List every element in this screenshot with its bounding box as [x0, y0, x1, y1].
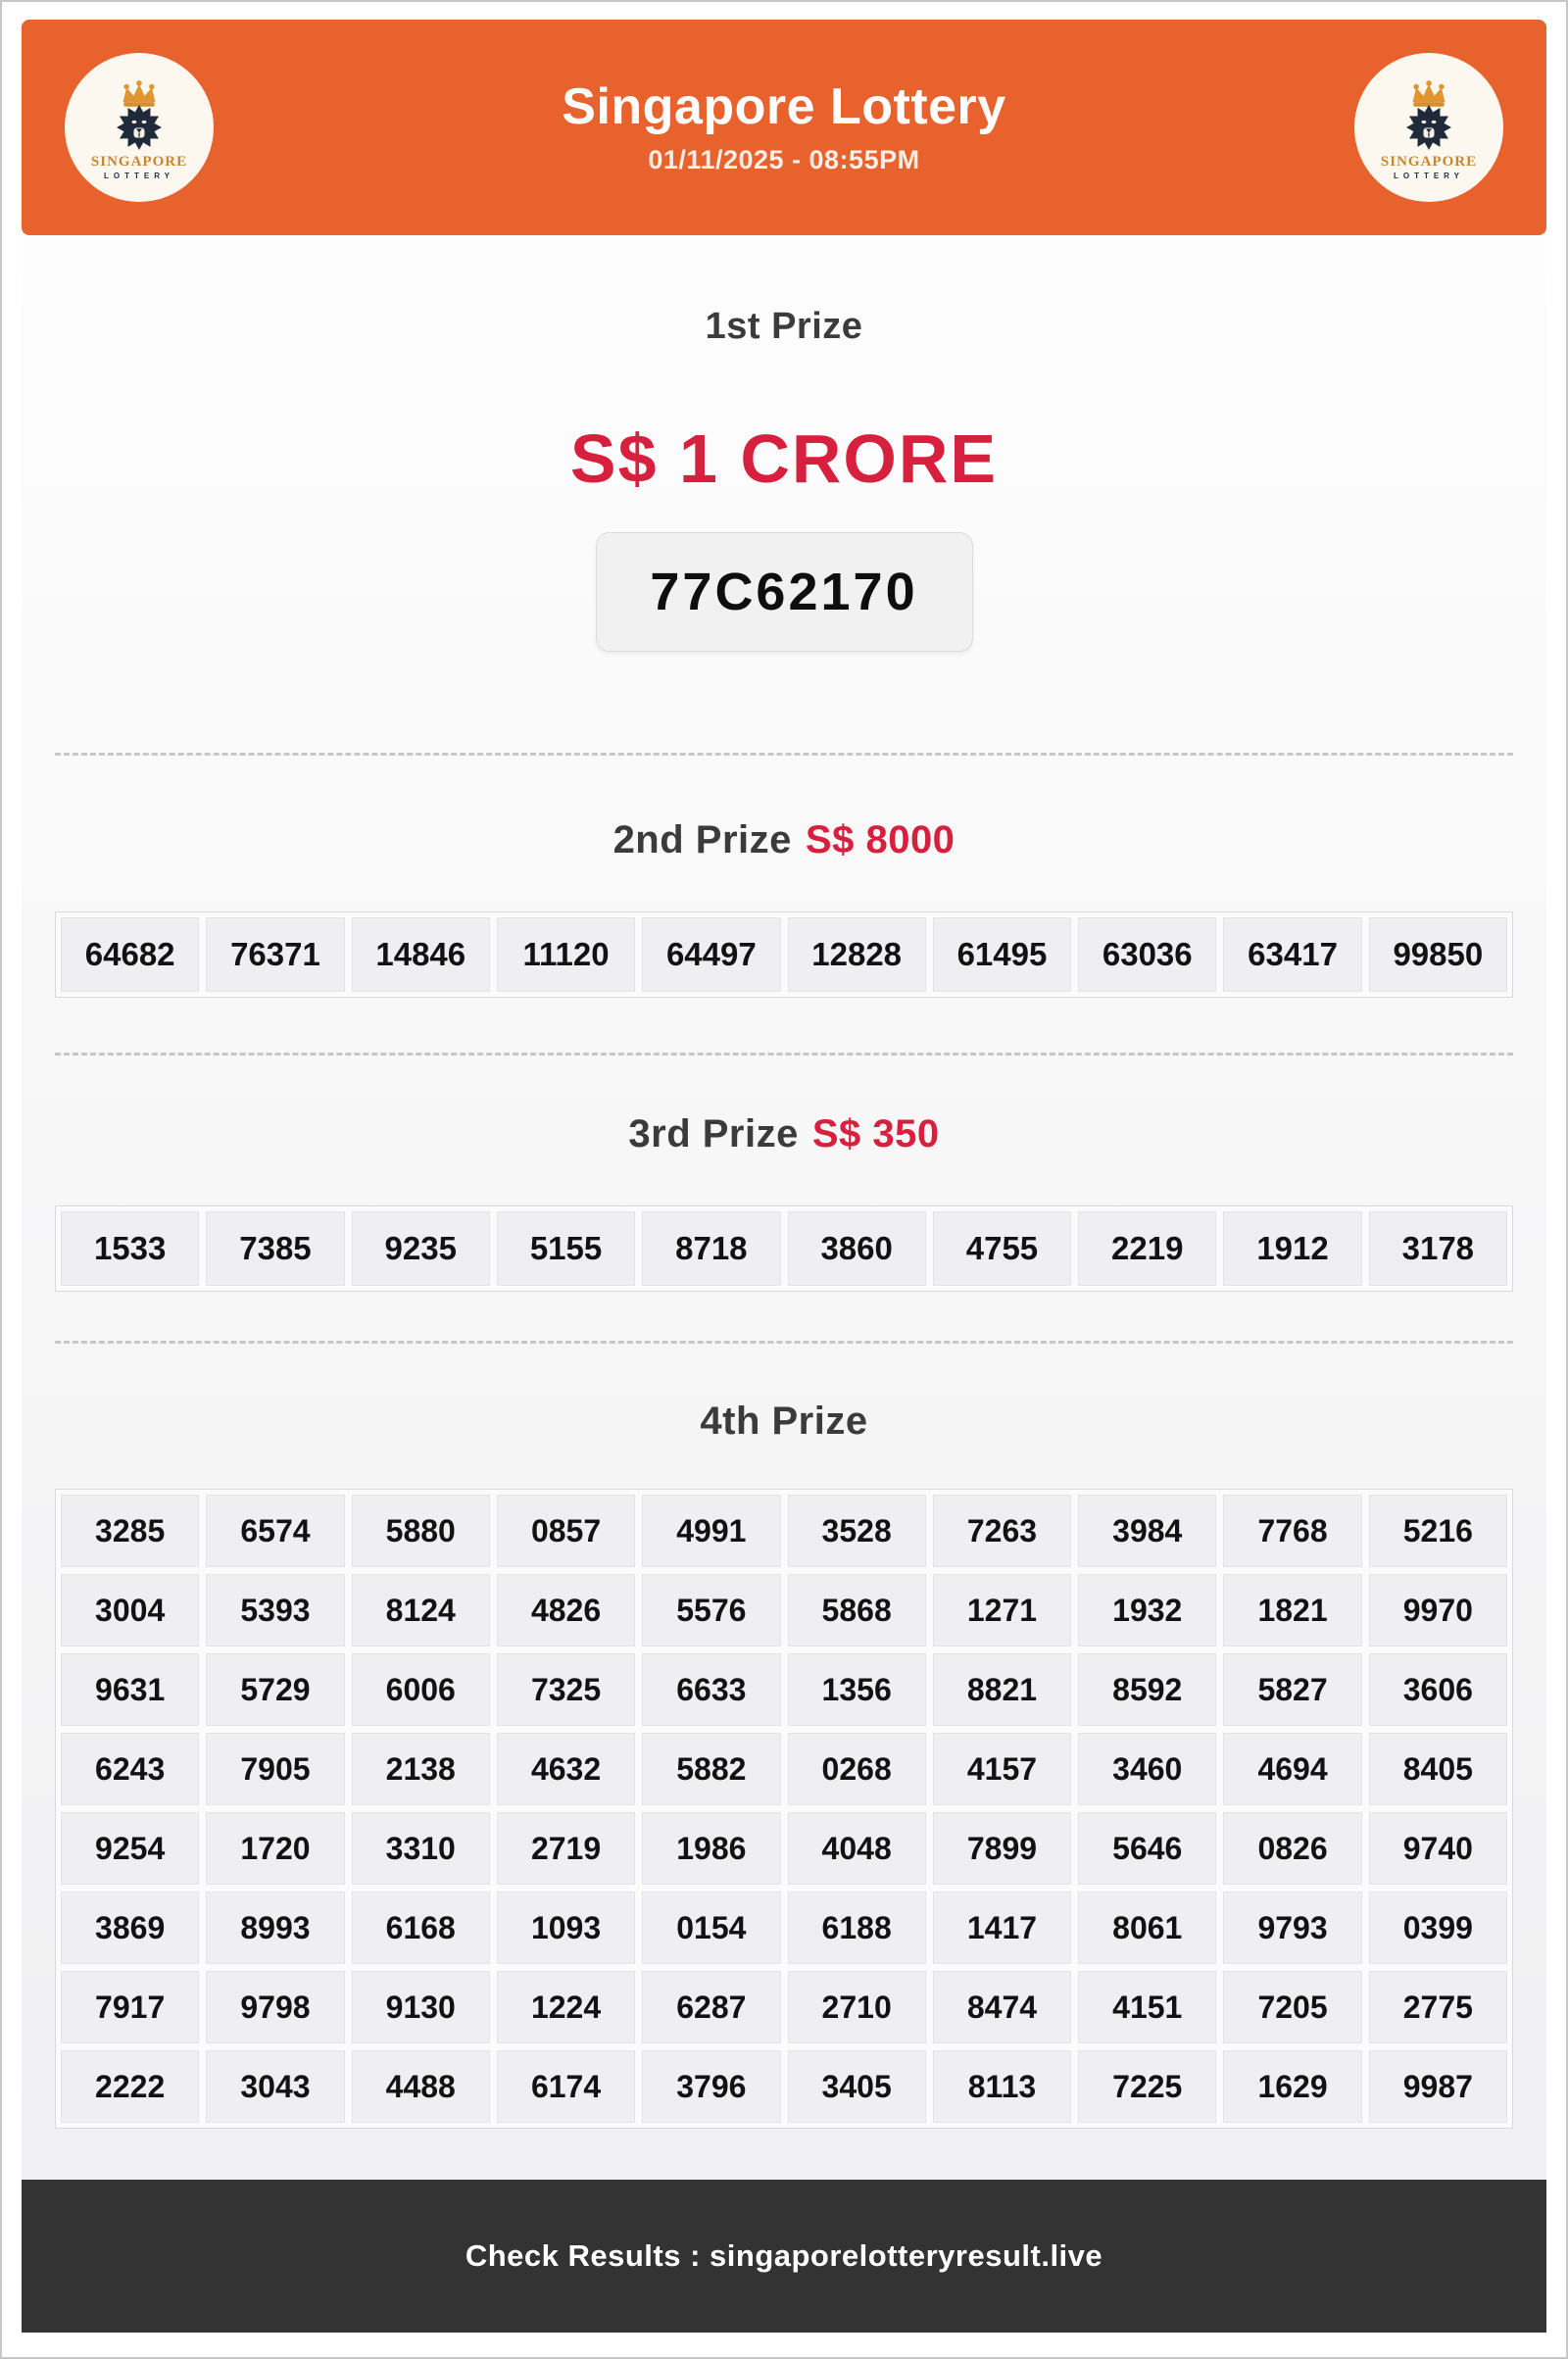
fourth-prize-number: 6174 [497, 2050, 635, 2123]
first-prize-section [22, 235, 1546, 652]
third-prize-number: 9235 [352, 1211, 490, 1286]
fourth-prize-section [22, 1400, 1546, 2129]
third-prize-number: 1912 [1223, 1211, 1361, 1286]
logo-brand-subtitle: LOTTERY [1393, 172, 1464, 181]
second-prize-number: 11120 [497, 917, 635, 992]
fourth-prize-number: 0154 [642, 1892, 780, 1964]
fourth-prize-number: 8821 [933, 1653, 1071, 1726]
fourth-prize-number: 7225 [1078, 2050, 1216, 2123]
fourth-prize-number: 8113 [933, 2050, 1071, 2123]
fourth-prize-number: 4991 [642, 1495, 780, 1567]
second-prize-number: 64682 [61, 917, 199, 992]
fourth-prize-number: 7905 [206, 1733, 344, 1805]
footer [22, 2180, 1546, 2333]
fourth-prize-number: 0857 [497, 1495, 635, 1567]
lion-crown-icon [94, 77, 184, 154]
third-prize-number: 4755 [933, 1211, 1071, 1286]
fourth-prize-number: 6168 [352, 1892, 490, 1964]
third-prize-number: 5155 [497, 1211, 635, 1286]
lion-crown-icon [1384, 77, 1474, 154]
draw-datetime: 01/11/2025 - 08:55PM [648, 145, 920, 175]
first-prize-winning-number: 77C62170 [596, 532, 973, 652]
fourth-prize-number: 7205 [1223, 1971, 1361, 2043]
fourth-prize-number: 9970 [1369, 1574, 1507, 1646]
third-prize-heading [22, 1112, 1546, 1156]
fourth-prize-number: 6287 [642, 1971, 780, 2043]
fourth-prize-number: 1720 [206, 1812, 344, 1885]
fourth-prize-number: 6188 [788, 1892, 926, 1964]
second-prize-label: 2nd Prize [612, 818, 792, 861]
fourth-prize-number: 6006 [352, 1653, 490, 1726]
fourth-prize-number: 4694 [1223, 1733, 1361, 1805]
fourth-prize-number: 3310 [352, 1812, 490, 1885]
fourth-prize-number: 5868 [788, 1574, 926, 1646]
second-prize-number: 63036 [1078, 917, 1216, 992]
second-prize-heading [22, 818, 1546, 862]
second-prize-number: 61495 [933, 917, 1071, 992]
second-prize-section [22, 818, 1546, 998]
third-prize-number: 1533 [61, 1211, 199, 1286]
fourth-prize-number: 9254 [61, 1812, 199, 1885]
fourth-prize-number: 5880 [352, 1495, 490, 1567]
fourth-prize-number: 1271 [933, 1574, 1071, 1646]
fourth-prize-number: 1932 [1078, 1574, 1216, 1646]
fourth-prize-heading: 4th Prize [700, 1400, 868, 1443]
logo-brand-name: SINGAPORE [90, 153, 188, 170]
fourth-prize-number: 6574 [206, 1495, 344, 1567]
fourth-prize-number: 8405 [1369, 1733, 1507, 1805]
third-prize-number: 2219 [1078, 1211, 1216, 1286]
fourth-prize-number: 4632 [497, 1733, 635, 1805]
fourth-prize-number: 9987 [1369, 2050, 1507, 2123]
fourth-prize-number: 2775 [1369, 1971, 1507, 2043]
fourth-prize-number: 7325 [497, 1653, 635, 1726]
footer-check-results-text: Check Results : singaporelotteryresult.live [465, 2238, 1103, 2273]
fourth-prize-number: 3285 [61, 1495, 199, 1567]
fourth-prize-number: 3606 [1369, 1653, 1507, 1726]
fourth-prize-number: 4048 [788, 1812, 926, 1885]
fourth-prize-number: 9631 [61, 1653, 199, 1726]
third-prize-amount: S$ 350 [811, 1112, 940, 1155]
fourth-prize-number: 2710 [788, 1971, 926, 2043]
second-prize-number: 99850 [1369, 917, 1507, 992]
fourth-prize-number: 9798 [206, 1971, 344, 2043]
fourth-prize-number: 4157 [933, 1733, 1071, 1805]
third-prize-number: 8718 [642, 1211, 780, 1286]
fourth-prize-number: 4151 [1078, 1971, 1216, 2043]
dashed-divider [55, 1341, 1513, 1344]
third-prize-number: 3178 [1369, 1211, 1507, 1286]
fourth-prize-number: 1093 [497, 1892, 635, 1964]
fourth-prize-number: 5729 [206, 1653, 344, 1726]
fourth-prize-number: 7917 [61, 1971, 199, 2043]
third-prize-number: 7385 [206, 1211, 344, 1286]
fourth-prize-number: 0826 [1223, 1812, 1361, 1885]
header-titles [562, 79, 1005, 175]
second-prize-number: 14846 [352, 917, 490, 992]
fourth-prize-number: 1821 [1223, 1574, 1361, 1646]
fourth-prize-number: 5393 [206, 1574, 344, 1646]
fourth-prize-number: 0268 [788, 1733, 926, 1805]
fourth-prize-number: 5827 [1223, 1653, 1361, 1726]
logo-brand-subtitle: LOTTERY [103, 172, 175, 181]
fourth-prize-number: 4488 [352, 2050, 490, 2123]
brand-logo-right [1354, 53, 1503, 202]
fourth-prize-number: 3984 [1078, 1495, 1216, 1567]
fourth-prize-number: 3869 [61, 1892, 199, 1964]
fourth-prize-number: 3796 [642, 2050, 780, 2123]
fourth-prize-number: 9793 [1223, 1892, 1361, 1964]
page-title: Singapore Lottery [562, 77, 1006, 135]
fourth-prize-number: 7899 [933, 1812, 1071, 1885]
fourth-prize-number: 3460 [1078, 1733, 1216, 1805]
results-body [22, 235, 1546, 2180]
third-prize-label: 3rd Prize [628, 1112, 799, 1155]
fourth-prize-number: 3528 [788, 1495, 926, 1567]
fourth-prize-number: 8592 [1078, 1653, 1216, 1726]
fourth-prize-number: 8061 [1078, 1892, 1216, 1964]
header [22, 20, 1546, 235]
fourth-prize-number: 5216 [1369, 1495, 1507, 1567]
first-prize-amount: S$ 1 CRORE [569, 420, 999, 497]
dashed-divider [55, 753, 1513, 756]
third-prize-grid [55, 1205, 1513, 1292]
fourth-prize-number: 7768 [1223, 1495, 1361, 1567]
fourth-prize-number: 3004 [61, 1574, 199, 1646]
second-prize-number: 12828 [788, 917, 926, 992]
second-prize-number: 64497 [642, 917, 780, 992]
fourth-prize-number: 3405 [788, 2050, 926, 2123]
fourth-prize-number: 1986 [642, 1812, 780, 1885]
brand-logo-left [65, 53, 214, 202]
fourth-prize-number: 5882 [642, 1733, 780, 1805]
fourth-prize-number: 0399 [1369, 1892, 1507, 1964]
fourth-prize-grid [55, 1489, 1513, 2129]
fourth-prize-number: 8993 [206, 1892, 344, 1964]
fourth-prize-number: 5576 [642, 1574, 780, 1646]
third-prize-number: 3860 [788, 1211, 926, 1286]
fourth-prize-number: 3043 [206, 2050, 344, 2123]
fourth-prize-number: 2719 [497, 1812, 635, 1885]
fourth-prize-number: 1224 [497, 1971, 635, 2043]
fourth-prize-number: 6633 [642, 1653, 780, 1726]
fourth-prize-number: 8124 [352, 1574, 490, 1646]
fourth-prize-number: 1356 [788, 1653, 926, 1726]
logo-brand-name: SINGAPORE [1380, 153, 1478, 170]
fourth-prize-number: 2222 [61, 2050, 199, 2123]
second-prize-number: 76371 [206, 917, 344, 992]
first-prize-heading: 1st Prize [705, 306, 863, 347]
second-prize-amount: S$ 8000 [805, 818, 956, 861]
fourth-prize-number: 7263 [933, 1495, 1071, 1567]
fourth-prize-number: 2138 [352, 1733, 490, 1805]
fourth-prize-number: 4826 [497, 1574, 635, 1646]
fourth-prize-number: 9130 [352, 1971, 490, 2043]
second-prize-number: 63417 [1223, 917, 1361, 992]
second-prize-grid [55, 911, 1513, 998]
third-prize-section [22, 1112, 1546, 1292]
fourth-prize-number: 1417 [933, 1892, 1071, 1964]
fourth-prize-number: 5646 [1078, 1812, 1216, 1885]
fourth-prize-number: 8474 [933, 1971, 1071, 2043]
fourth-prize-number: 9740 [1369, 1812, 1507, 1885]
fourth-prize-number: 6243 [61, 1733, 199, 1805]
dashed-divider [55, 1053, 1513, 1056]
fourth-prize-number: 1629 [1223, 2050, 1361, 2123]
